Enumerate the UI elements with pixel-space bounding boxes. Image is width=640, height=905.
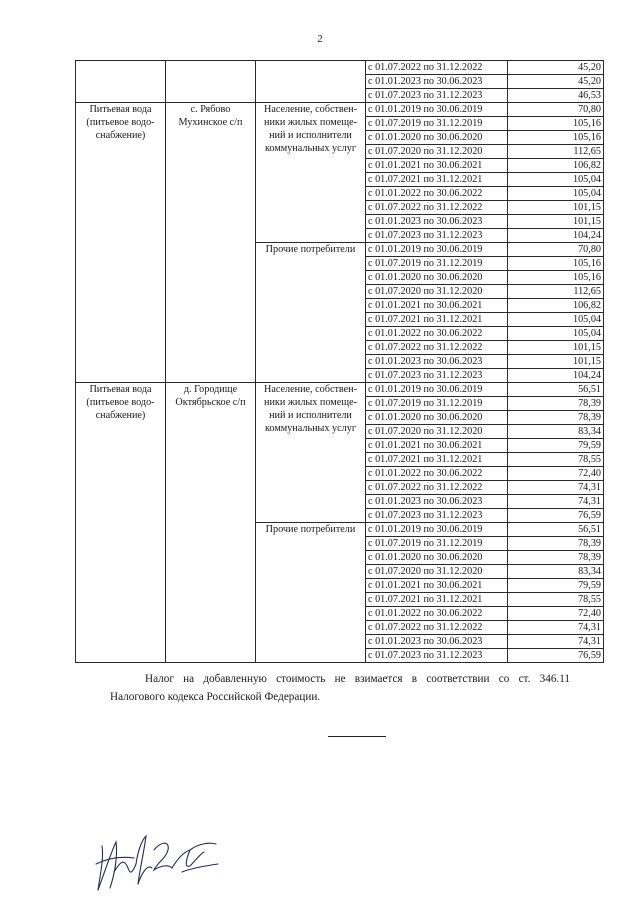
tariff-value-cell: 105,04 [508,173,604,187]
tariff-value-cell: 79,59 [508,439,604,453]
period-cell: с 01.01.2019 по 30.06.2019 [366,523,508,537]
period-cell: с 01.07.2021 по 31.12.2021 [366,173,508,187]
resource-cell: Питьевая вода (питьевое водо- снабжение) [76,103,166,383]
period-cell: с 01.01.2023 по 30.06.2023 [366,635,508,649]
period-cell: с 01.07.2019 по 31.12.2019 [366,537,508,551]
tariff-value-cell: 83,34 [508,425,604,439]
period-cell: с 01.01.2020 по 30.06.2020 [366,551,508,565]
period-cell: с 01.01.2019 по 30.06.2019 [366,243,508,257]
period-cell: с 01.07.2023 по 31.12.2023 [366,509,508,523]
period-cell: с 01.07.2019 по 31.12.2019 [366,257,508,271]
location-cell: с. Рябово Мухинское с/п [166,103,256,383]
period-cell: с 01.01.2022 по 30.06.2022 [366,187,508,201]
table-row [76,61,604,75]
vat-note [110,670,570,706]
consumer-category-cell: Прочие потребители [256,243,366,383]
period-cell: с 01.01.2022 по 30.06.2022 [366,607,508,621]
tariff-value-cell: 74,31 [508,495,604,509]
tariff-value-cell: 74,31 [508,635,604,649]
tariff-value-cell: 72,40 [508,467,604,481]
consumer-category-cell: Прочие потребители [256,523,366,663]
tariff-value-cell: 105,04 [508,327,604,341]
period-cell: с 01.07.2021 по 31.12.2021 [366,593,508,607]
period-cell: с 01.07.2022 по 31.12.2022 [366,481,508,495]
resource-cell-continued [76,61,166,103]
vat-note-line-1: Налог на добавленную стоимость не взимается в соответствии со ст. 346.11 [145,673,570,685]
period-cell: с 01.07.2022 по 31.12.2022 [366,61,508,75]
tariff-value-cell: 72,40 [508,607,604,621]
tariff-value-cell: 78,55 [508,453,604,467]
location-cell-continued [166,61,256,103]
consumer-category-cell: Население, собствен- ники жилых помеще- ний и исполнители коммунальных услуг [256,103,366,243]
tariff-value-cell: 83,34 [508,565,604,579]
tariff-value-cell: 78,39 [508,397,604,411]
period-cell: с 01.01.2021 по 30.06.2021 [366,439,508,453]
tariff-value-cell: 105,16 [508,257,604,271]
location-cell: д. Городище Октябрьское с/п [166,383,256,663]
end-divider [328,736,386,737]
period-cell: с 01.07.2022 по 31.12.2022 [366,341,508,355]
tariff-value-cell: 76,59 [508,649,604,663]
consumer-cell-continued [256,61,366,103]
tariff-value-cell: 104,24 [508,229,604,243]
consumer-category-cell: Население, собствен- ники жилых помеще- ний и исполнители коммунальных услуг [256,383,366,523]
tariff-value-cell: 45,20 [508,61,604,75]
vat-note-line-2: Налогового кодекса Российской Федерации. [110,691,321,703]
tariff-value-cell: 105,16 [508,271,604,285]
tariff-table [75,60,604,663]
period-cell: с 01.07.2021 по 31.12.2021 [366,453,508,467]
period-cell: с 01.01.2022 по 30.06.2022 [366,467,508,481]
tariff-value-cell: 76,59 [508,509,604,523]
period-cell: с 01.07.2019 по 31.12.2019 [366,117,508,131]
tariff-value-cell: 106,82 [508,159,604,173]
tariff-value-cell: 56,51 [508,523,604,537]
period-cell: с 01.07.2023 по 31.12.2023 [366,229,508,243]
period-cell: с 01.01.2020 по 30.06.2020 [366,411,508,425]
tariff-value-cell: 78,55 [508,593,604,607]
tariff-value-cell: 70,80 [508,103,604,117]
tariff-value-cell: 46,53 [508,89,604,103]
tariff-value-cell: 78,39 [508,411,604,425]
tariff-value-cell: 101,15 [508,215,604,229]
period-cell: с 01.07.2020 по 31.12.2020 [366,285,508,299]
period-cell: с 01.07.2022 по 31.12.2022 [366,621,508,635]
period-cell: с 01.01.2023 по 30.06.2023 [366,355,508,369]
tariff-value-cell: 101,15 [508,355,604,369]
period-cell: с 01.01.2019 по 30.06.2019 [366,103,508,117]
tariff-value-cell: 105,16 [508,131,604,145]
tariff-value-cell: 112,65 [508,145,604,159]
period-cell: с 01.01.2021 по 30.06.2021 [366,159,508,173]
period-cell: с 01.01.2020 по 30.06.2020 [366,271,508,285]
period-cell: с 01.01.2021 по 30.06.2021 [366,299,508,313]
period-cell: с 01.07.2021 по 31.12.2021 [366,313,508,327]
tariff-value-cell: 78,39 [508,551,604,565]
tariff-value-cell: 112,65 [508,285,604,299]
tariff-value-cell: 74,31 [508,481,604,495]
table-row [76,383,604,397]
period-cell: с 01.01.2023 по 30.06.2023 [366,495,508,509]
period-cell: с 01.07.2023 по 31.12.2023 [366,649,508,663]
period-cell: с 01.07.2020 по 31.12.2020 [366,565,508,579]
period-cell: с 01.07.2019 по 31.12.2019 [366,397,508,411]
period-cell: с 01.07.2020 по 31.12.2020 [366,425,508,439]
tariff-value-cell: 78,39 [508,537,604,551]
table-row [76,103,604,117]
tariff-value-cell: 101,15 [508,201,604,215]
tariff-value-cell: 45,20 [508,75,604,89]
period-cell: с 01.01.2023 по 30.06.2023 [366,75,508,89]
page-number: 2 [317,33,323,45]
period-cell: с 01.01.2019 по 30.06.2019 [366,383,508,397]
tariff-value-cell: 101,15 [508,341,604,355]
tariff-value-cell: 56,51 [508,383,604,397]
handwritten-signature [94,828,224,896]
resource-cell: Питьевая вода (питьевое водо- снабжение) [76,383,166,663]
tariff-value-cell: 79,59 [508,579,604,593]
period-cell: с 01.01.2023 по 30.06.2023 [366,215,508,229]
tariff-value-cell: 74,31 [508,621,604,635]
tariff-value-cell: 70,80 [508,243,604,257]
period-cell: с 01.07.2020 по 31.12.2020 [366,145,508,159]
period-cell: с 01.01.2021 по 30.06.2021 [366,579,508,593]
period-cell: с 01.07.2022 по 31.12.2022 [366,201,508,215]
tariff-value-cell: 105,04 [508,313,604,327]
period-cell: с 01.07.2023 по 31.12.2023 [366,89,508,103]
period-cell: с 01.07.2023 по 31.12.2023 [366,369,508,383]
period-cell: с 01.01.2022 по 30.06.2022 [366,327,508,341]
period-cell: с 01.01.2020 по 30.06.2020 [366,131,508,145]
tariff-value-cell: 105,04 [508,187,604,201]
tariff-value-cell: 106,82 [508,299,604,313]
tariff-value-cell: 105,16 [508,117,604,131]
tariff-value-cell: 104,24 [508,369,604,383]
